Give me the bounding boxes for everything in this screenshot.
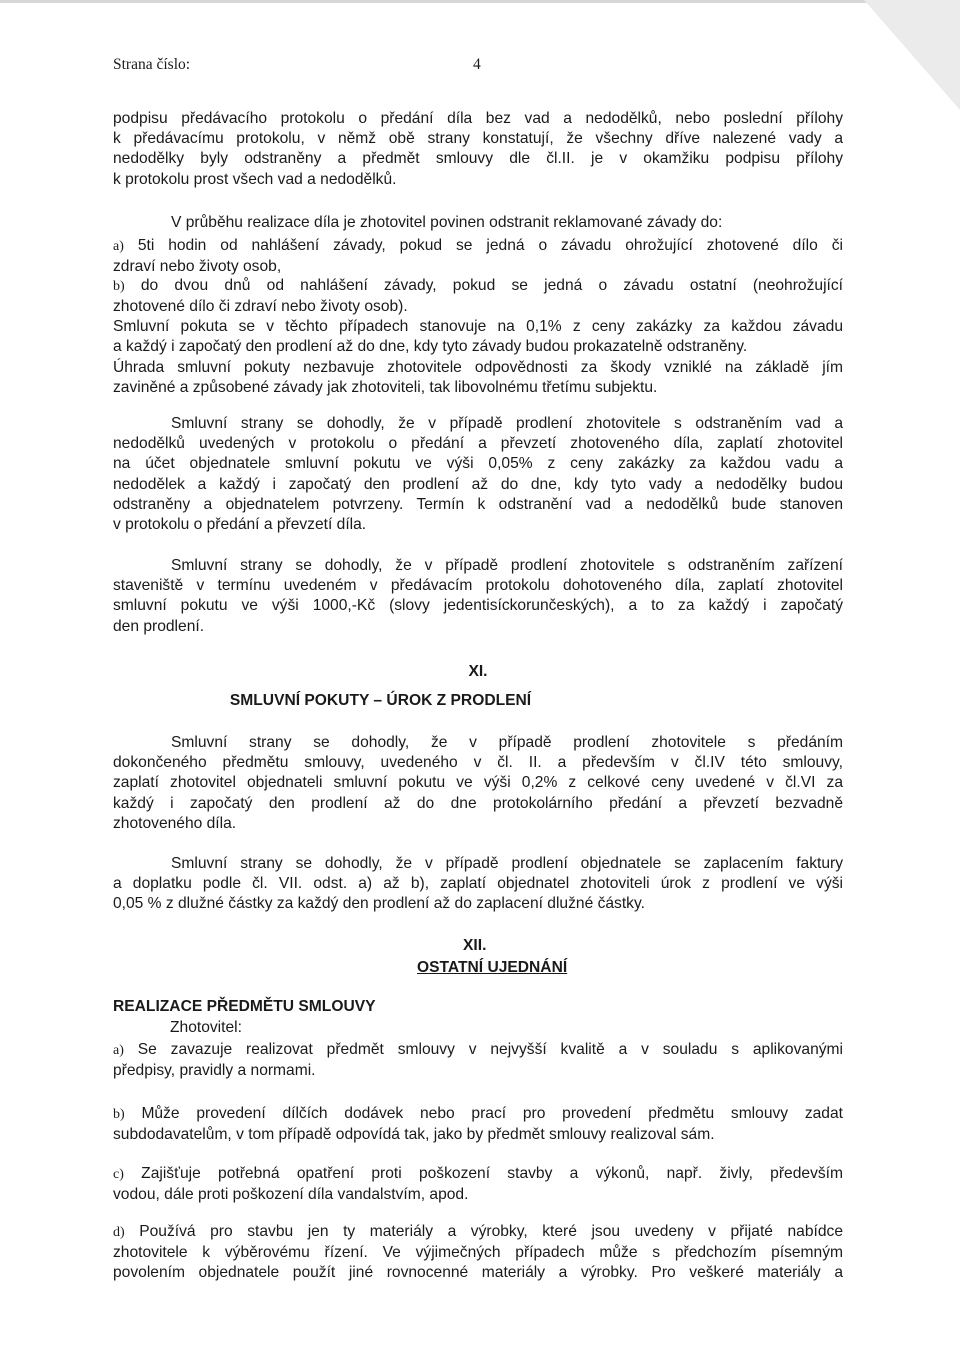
text-line: 5ti hodin od nahlášení závady, pokud se jedná o závadu ohrožující zhotovené dílo či <box>137 237 843 254</box>
text-line: k předávacímu protokolu, v němž obě strany konstatují, že všechny dříve nalezené vady a <box>113 130 843 148</box>
text-line: Zajišťuje potřebná opatření proti poškození stavby a výkonů, např. živly, především <box>141 1165 843 1182</box>
text-line: nedodělky byly odstraněny a předmět smlouvy dle čl.II. je v okamžiku podpisu přílohy <box>113 150 843 168</box>
paragraph-handover-delay <box>113 733 843 834</box>
subsection-heading: REALIZACE PŘEDMĚTU SMLOUVY <box>113 998 376 1015</box>
list-item-b <box>113 276 843 317</box>
section-title: SMLUVNÍ POKUTY – ÚROK Z PRODLENÍ <box>229 692 532 709</box>
text-line: zhotovitele k výběrovému řízení. Ve výjimečných případech může s předchozím písemným <box>113 1244 843 1262</box>
text-line: Používá pro stavbu jen ty materiály a výrobky, které jsou uvedeny v přijaté nabídce <box>139 1223 843 1240</box>
text-line: Může provedení dílčích dodávek nebo prací pro provedení předmětu smlouvy zadat <box>141 1105 843 1122</box>
text-line: podpisu předávacího protokolu o předání díla bez vad a nedodělků, nebo poslední přílohy <box>113 110 843 127</box>
section-title: OSTATNÍ UJEDNÁNÍ <box>417 959 568 976</box>
text-line: Úhrada smluvní pokuty nezbavuje zhotovitele odpovědnosti za škody vzniklé na základě jím <box>113 359 843 376</box>
scan-top-edge <box>0 0 960 3</box>
text-line: k protokolu prost všech vad a nedodělků. <box>113 170 397 188</box>
text-line: zdraví nebo životy osob, <box>113 258 282 276</box>
paragraph-acceptance <box>113 109 843 190</box>
list-item-b <box>113 1104 843 1145</box>
page-label: Strana číslo: <box>113 56 191 73</box>
text-line: a doplatku podle čl. VII. odst. a) až b), zaplatí objednatel zhotoviteli úrok z prodlení ve výši <box>113 875 843 893</box>
paragraph-site-clearance <box>113 556 843 637</box>
paragraph-payment-delay <box>113 854 843 915</box>
section-number: XI. <box>468 663 488 680</box>
text-line: Smluvní pokuta se v těchto případech stanovuje na 0,1% z ceny zakázky za každou závadu <box>113 318 843 335</box>
item-label: a) <box>113 1043 124 1058</box>
text-line: zaviněné a způsobené závady jak zhotoviteli, tak libovolnému třetímu subjektu. <box>113 379 658 397</box>
paragraph-defects-penalty <box>113 414 843 535</box>
text-line: Smluvní strany se dohodly, že v případě prodlení zhotovitele s odstraněním vad a <box>171 415 843 432</box>
paragraph-penalty-payment <box>113 358 843 398</box>
text-line: Smluvní strany se dohodly, že v případě prodlení zhotovitele s předáním <box>171 734 843 751</box>
scan-corner-shadow <box>864 0 960 110</box>
section-number: XII. <box>463 937 487 954</box>
text-line: staveniště v termínu uvedeném v předávacím protokolu dohotoveného díla, zaplatí zhotovitel <box>113 577 843 595</box>
item-label: b) <box>113 279 125 294</box>
list-item-a <box>113 1040 843 1081</box>
item-label: a) <box>113 239 124 254</box>
text-line: Se zavazuje realizovat předmět smlouvy v nejvyšší kvalitě a v souladu s aplikovanými <box>137 1041 844 1058</box>
text-line: zhotovené dílo či zdraví nebo životy osob). <box>113 298 408 316</box>
text-line: 0,05 % z dlužné částky za každý den prodlení až do zaplacení dlužné částky. <box>113 895 645 913</box>
item-label: c) <box>113 1167 124 1182</box>
text-line: povolením objednatele použít jiné rovnocenné materiály a výrobky. Pro veškeré materiály a <box>113 1264 843 1282</box>
text-line: v protokolu o předání a převzetí díla. <box>113 516 367 534</box>
text-line: nedodělek a každý i započatý den prodlení až do dne, kdy tyto vady a nedodělky budou <box>113 475 843 493</box>
list-item-c <box>113 1164 843 1205</box>
paragraph-penalty-rate <box>113 317 843 357</box>
text-line: a každý i započatý den prodlení až do dne, kdy tyto závady budou prokazatelně odstraněny. <box>113 338 748 356</box>
text-line: zhotoveného díla. <box>113 814 237 832</box>
list-item-d <box>113 1222 843 1284</box>
text-line: zaplatí zhotovitel objednateli smluvní pokutu ve výši 0,2% z celkové ceny uvedené v čl.VI za <box>113 774 843 792</box>
text-line: subdodavatelům, v tom případě odpovídá tak, jako by předmět smlouvy realizoval sám. <box>113 1126 715 1144</box>
text-line: nedodělků uvedených v protokolu o předání a převzetí zhotoveného díla, zaplatí zhotovitel <box>113 435 843 453</box>
text-line: každý i započatý den prodlení až do dne protokolárního předání a převzetí bezvadně <box>113 794 843 812</box>
page-number: 4 <box>473 56 481 73</box>
text-line: vodou, dále proti poškození díla vandalstvím, apod. <box>113 1186 469 1204</box>
text-line: Smluvní strany se dohodly, že v případě prodlení zhotovitele s odstraněním zařízení <box>171 557 843 574</box>
text-line: V průběhu realizace díla je zhotovitel povinen odstranit reklamované závady do: <box>171 214 723 231</box>
item-label: d) <box>113 1225 125 1240</box>
text-line: dokončeného předmětu smlouvy, uvedeného v čl. II. a především v čl.IV této smlouvy, <box>113 754 843 772</box>
item-label: b) <box>113 1107 125 1122</box>
text-line: na účet objednatele smluvní pokutu ve výši 0,05% z ceny zakázky za každou vadu a <box>113 455 843 473</box>
text-line: smluvní pokutu ve výši 1000,-Kč (slovy jedentisíckorunčeských), a to za každý i započatý <box>113 597 843 615</box>
text-line: do dvou dnů od nahlášení závady, pokud se jedná o závadu ostatní (neohrožující <box>140 277 843 294</box>
list-item-a <box>113 236 843 277</box>
text-line: odstraněny a objednatelem potvrzeny. Termín k odstranění vad a nedodělků bude stanoven <box>113 495 843 513</box>
text-line: Smluvní strany se dohodly, že v případě prodlení objednatele se zaplacením faktury <box>171 855 843 872</box>
text-line: den prodlení. <box>113 617 205 635</box>
text-line: předpisy, pravidly a normami. <box>113 1062 316 1080</box>
contractor-label: Zhotovitel: <box>170 1019 242 1036</box>
paragraph-defect-removal <box>113 213 843 233</box>
